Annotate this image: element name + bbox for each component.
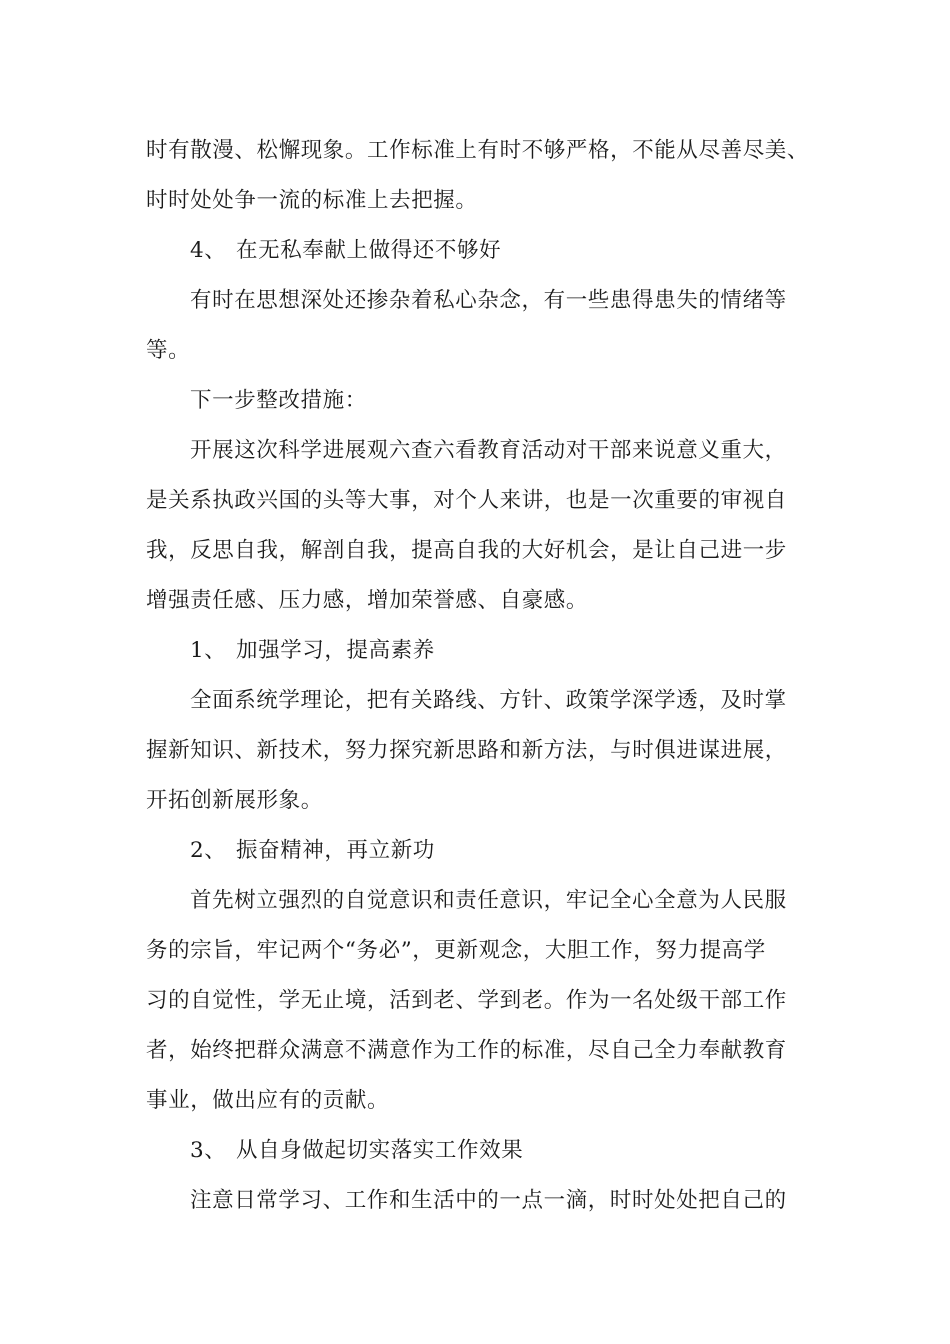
paragraph-6 [146,1176,806,1226]
heading-number: 2、 [190,838,227,863]
heading-number: 1、 [190,638,227,663]
section-heading-2 [146,826,806,876]
heading-number: 3、 [190,1138,227,1163]
text-line: 事业，做出应有的贡献。 [146,1088,390,1113]
heading-text: 振奋精神，再立新功 [236,838,435,863]
paragraph-2 [146,276,806,376]
text-line: 开拓创新展形象。 [146,788,323,813]
text-line: 首先树立强烈的自觉意识和责任意识，牢记全心全意为人民服 [190,888,787,913]
text-line: 时时处处争一流的标准上去把握。 [146,188,478,213]
section-heading-1 [146,626,806,676]
text-line: 注意日常学习、工作和生活中的一点一滴，时时处处把自己的 [190,1188,787,1213]
paragraph-1 [146,126,810,226]
text-line: 等。 [146,338,191,363]
heading-number: 4、 [190,238,227,263]
document-body [146,126,810,1226]
text-line: 增强责任感、压力感，增加荣誉感、自豪感。 [146,588,589,613]
section-heading-3 [146,1126,806,1176]
text-line: 我，反思自我，解剖自我，提高自我的大好机会，是让自己进一步 [146,538,787,563]
text-line: 是关系执政兴国的头等大事，对个人来讲，也是一次重要的审视自 [146,488,787,513]
text-line: 时有散漫、松懈现象。工作标准上有时不够严格，不能从尽善尽美、 [146,138,810,163]
text-line: 开展这次科学进展观六查六看教育活动对干部来说意义重大， [190,438,787,463]
heading-text: 在无私奉献上做得还不够好 [236,238,502,263]
text-line: 习的自觉性，学无止境，活到老、学到老。作为一名处级干部工作 [146,988,787,1013]
paragraph-5 [146,876,806,1126]
text-line: 务的宗旨，牢记两个“务必”，更新观念，大胆工作，努力提高学 [146,938,766,963]
paragraph-4 [146,676,806,826]
text-line: 有时在思想深处还掺杂着私心杂念，有一些患得患失的情绪等 [190,288,787,313]
text-line: 全面系统学理论，把有关路线、方针、政策学深学透，及时掌 [190,688,787,713]
text-line: 下一步整改措施： [190,388,367,413]
text-line: 者，始终把群众满意不满意作为工作的标准，尽自己全力奉献教育 [146,1038,787,1063]
heading-text: 加强学习，提高素养 [236,638,435,663]
heading-text: 从自身做起切实落实工作效果 [236,1138,524,1163]
paragraph-3 [146,426,806,626]
section-heading-4 [146,226,806,276]
text-line: 握新知识、新技术，努力探究新思路和新方法，与时俱进谋进展， [146,738,787,763]
paragraph-next-steps [146,376,806,426]
